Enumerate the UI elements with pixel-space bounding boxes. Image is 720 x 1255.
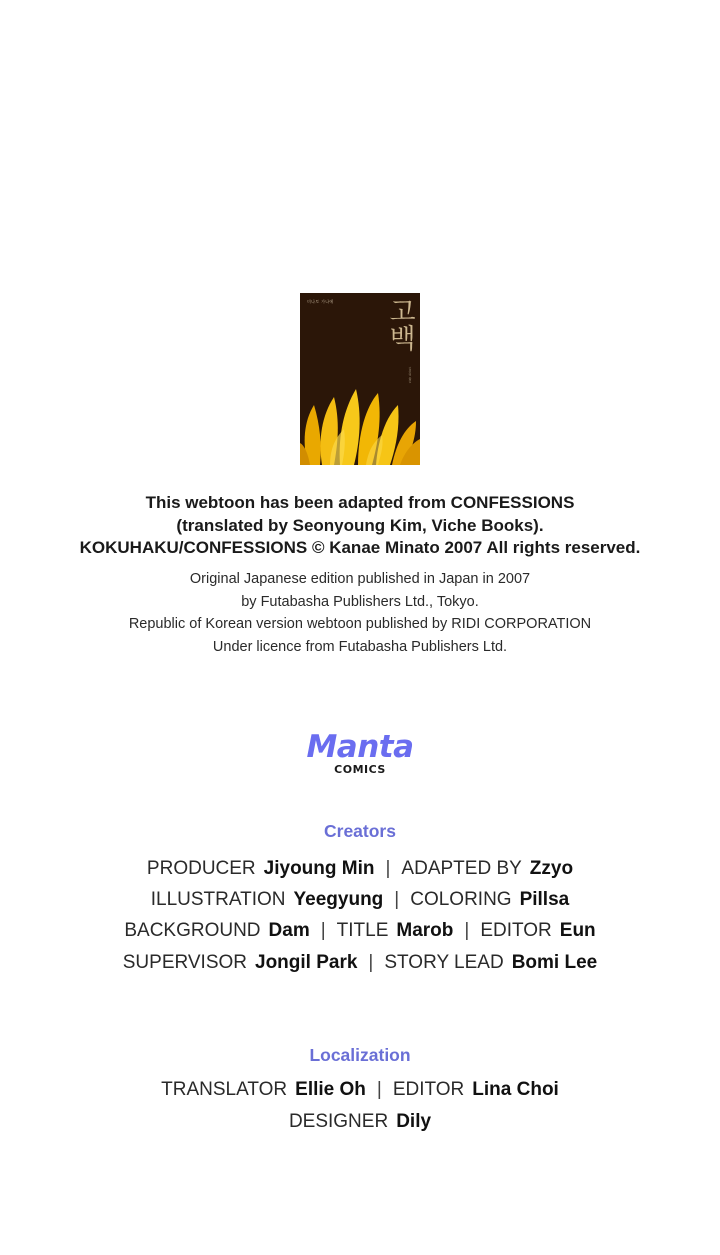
- publication-line: Republic of Korean version webtoon published by RIDI CORPORATION: [128, 616, 592, 632]
- book-cover-image: [300, 293, 420, 465]
- credit-name: Eun: [559, 920, 596, 941]
- credit-name: Yeegyung: [293, 889, 384, 910]
- credit-separator: |: [368, 952, 374, 973]
- credit-role: BACKGROUND: [124, 920, 261, 941]
- credit-role: ILLUSTRATION: [150, 889, 286, 910]
- credit-role: STORY LEAD: [384, 952, 504, 973]
- credit-row: [0, 857, 720, 881]
- credit-separator: |: [320, 920, 326, 941]
- publication-line: Under licence from Futabasha Publishers Ltd.: [212, 638, 508, 655]
- publication-line: by Futabasha Publishers Ltd., Tokyo.: [241, 593, 479, 610]
- credit-role: EDITOR: [480, 920, 552, 941]
- credit-separator: |: [464, 920, 470, 941]
- credit-name: Lina Choi: [472, 1079, 559, 1100]
- credit-name: Zzyo: [529, 858, 574, 879]
- credit-name: Jongil Park: [255, 952, 358, 973]
- cover-title: 고백: [384, 297, 415, 351]
- adaptation-line: This webtoon has been adapted from CONFESSIONS: [145, 493, 575, 512]
- credit-row: [0, 951, 720, 975]
- adaptation-line: KOKUHAKU/CONFESSIONS © Kanae Minato 2007 All rights reserved.: [79, 538, 641, 557]
- credit-role: TITLE: [336, 920, 389, 941]
- logo-subtitle: COMICS: [334, 763, 386, 776]
- credit-separator: |: [376, 1079, 382, 1100]
- publication-notice: [0, 568, 720, 658]
- credit-role: COLORING: [410, 889, 512, 910]
- credit-role: SUPERVISOR: [122, 952, 247, 973]
- credit-name: Marob: [396, 920, 454, 941]
- credit-separator: |: [385, 858, 391, 879]
- credit-role: EDITOR: [392, 1079, 465, 1100]
- credit-name: Ellie Oh: [295, 1079, 366, 1100]
- adaptation-line: (translated by Seonyoung Kim, Viche Books).: [176, 515, 544, 535]
- credit-role: PRODUCER: [146, 858, 256, 879]
- credit-separator: |: [394, 889, 400, 910]
- credit-role: TRANSLATOR: [161, 1079, 288, 1100]
- logo-wordmark: Manta: [306, 729, 414, 765]
- manta-comics-logo: [0, 730, 720, 776]
- cover-author-text: 미나토 가나에: [307, 299, 334, 304]
- creators-heading: Creators: [324, 821, 396, 841]
- credit-role: DESIGNER: [288, 1111, 389, 1132]
- credit-row: [0, 919, 720, 943]
- credit-role: ADAPTED BY: [401, 858, 522, 879]
- credit-name: Dam: [268, 920, 310, 941]
- credit-row: [0, 1110, 720, 1134]
- cover-side-text: 김선영 옮김: [408, 367, 412, 383]
- credit-name: Pillsa: [519, 889, 570, 910]
- credit-row: [0, 888, 720, 912]
- localization-heading: Localization: [309, 1045, 411, 1065]
- credit-name: Bomi Lee: [511, 952, 598, 973]
- credit-row: [0, 1078, 720, 1102]
- credit-name: Dily: [396, 1111, 432, 1132]
- credit-name: Jiyoung Min: [263, 858, 375, 879]
- publication-line: Original Japanese edition published in Japan in 2007: [189, 571, 531, 587]
- adaptation-notice: [0, 492, 720, 560]
